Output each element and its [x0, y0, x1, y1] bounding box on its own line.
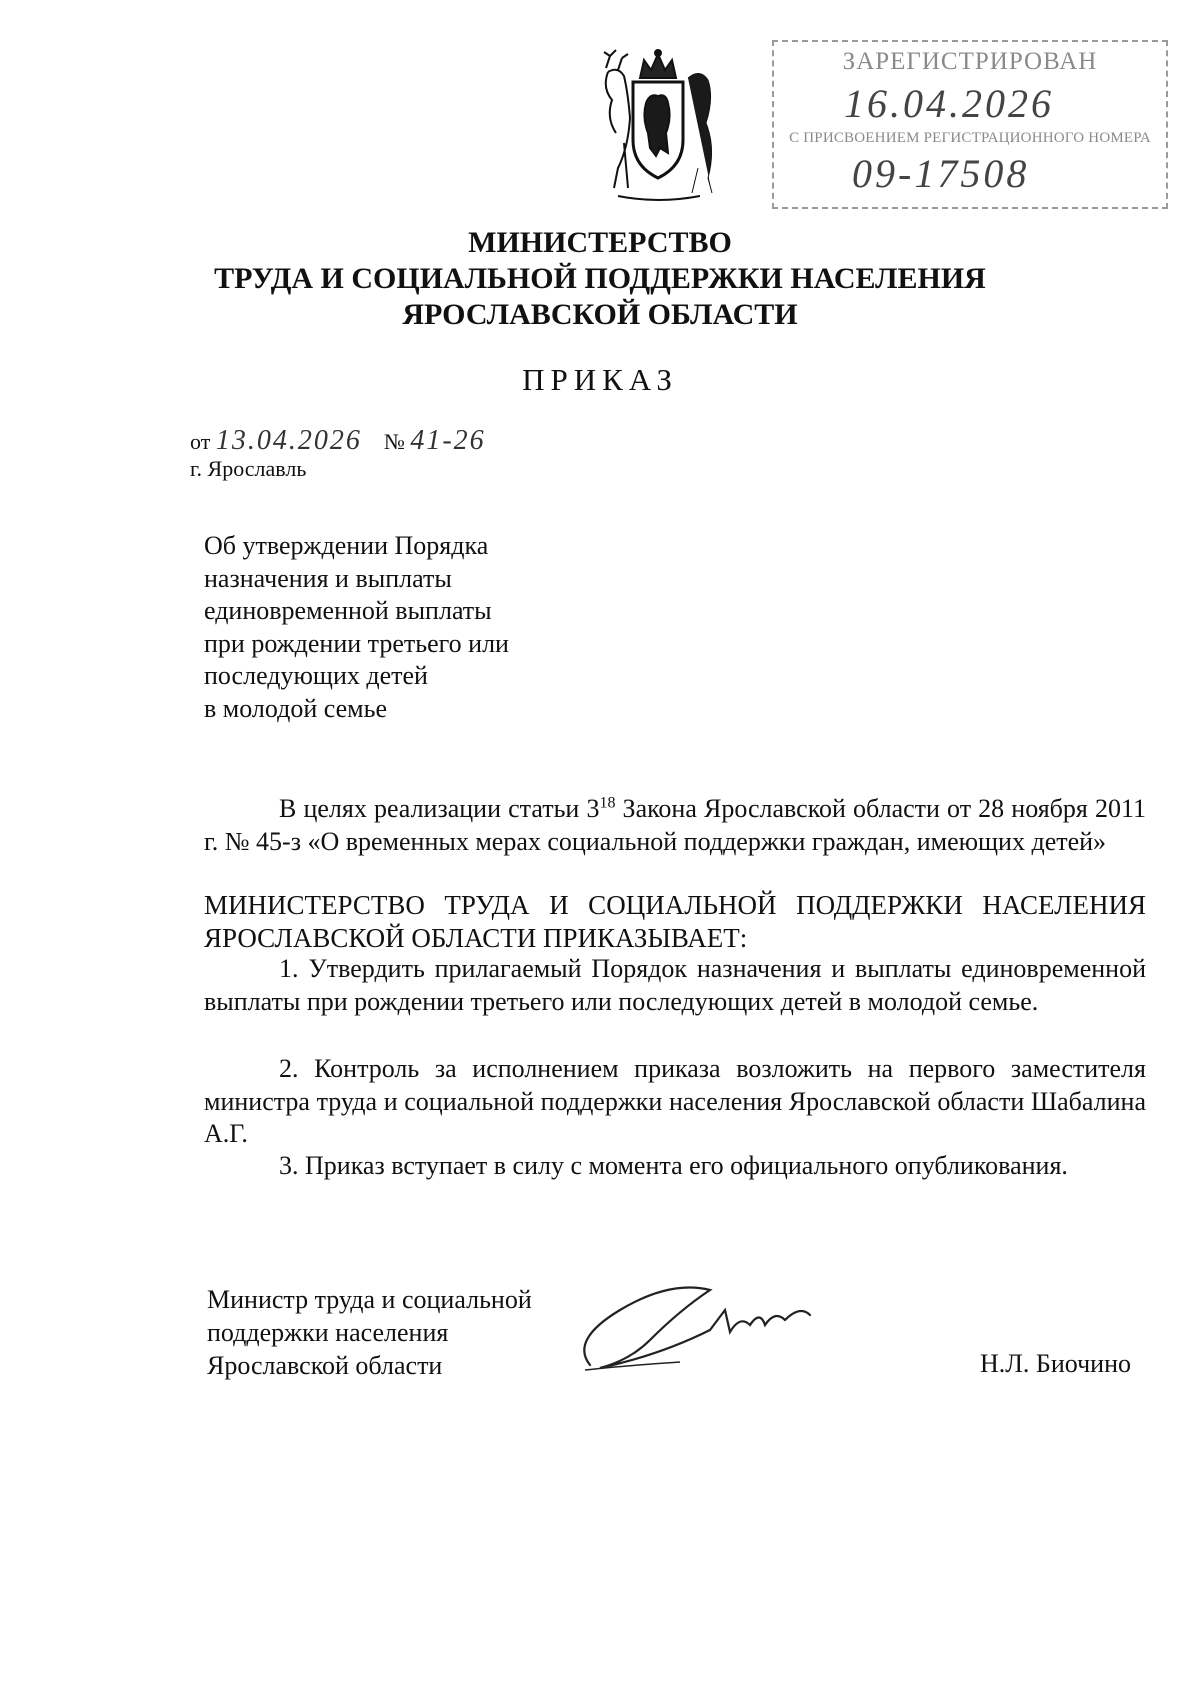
registration-stamp: [772, 40, 1168, 209]
subject-line: Об утверждении Порядка: [204, 531, 489, 560]
order-subject: [204, 530, 509, 725]
signer-position-line: Ярославской области: [207, 1351, 443, 1380]
order-date: 13.04.2026: [215, 425, 362, 456]
intro-text-2: Закона Ярославской области от 28 ноября 2011 г. № 45-з «О временных мерах социальной поддержки граждан, имеющих детей»: [204, 794, 1146, 856]
signer-position-line: поддержки населения: [207, 1318, 449, 1347]
order-item-3: 3. Приказ вступает в силу с момента его официального опубликования.: [279, 1151, 1068, 1180]
date-prefix: от: [190, 429, 211, 454]
order-date-number-line: [190, 425, 486, 457]
order-city: г. Ярославль: [190, 456, 307, 481]
intro-paragraph: [204, 793, 1146, 858]
order-number: 41-26: [410, 425, 486, 456]
ministry-title-line-3: ЯРОСЛАВСКОЙ ОБЛАСТИ: [402, 298, 798, 331]
stamp-number-label: С ПРИСВОЕНИЕМ РЕГИСТРАЦИОННОГО НОМЕРА: [789, 130, 1151, 146]
decree-paragraph: МИНИСТЕРСТВО ТРУДА И СОЦИАЛЬНОЙ ПОДДЕРЖКИ НАСЕЛЕНИЯ ЯРОСЛАВСКОЙ ОБЛАСТИ ПРИКАЗЫВАЕТ:: [204, 890, 1146, 953]
order-item-2: 2. Контроль за исполнением приказа возложить на первого заместителя министра труда и социальной поддержки населения Ярославской области Шабалина А.Г.: [204, 1054, 1146, 1148]
subject-line: последующих детей: [204, 661, 428, 690]
coat-of-arms-emblem: [588, 48, 728, 206]
signer-position: [207, 1283, 532, 1382]
number-prefix: №: [383, 429, 405, 454]
stamp-registered-date: 16.04.2026: [844, 81, 1054, 126]
signer-position-line: Министр труда и социальной: [207, 1285, 532, 1314]
subject-line: при рождении третьего или: [204, 628, 509, 658]
order-item-1: 1. Утвердить прилагаемый Порядок назначения и выплаты единовременной выплаты при рождении третьего или последующих детей в молодой семье.: [204, 954, 1146, 1016]
intro-text-1: В целях реализации статьи 3: [279, 794, 600, 823]
subject-line: в молодой семье: [204, 693, 388, 723]
ministry-title-line-2: ТРУДА И СОЦИАЛЬНОЙ ПОДДЕРЖКИ НАСЕЛЕНИЯ: [214, 262, 986, 295]
subject-line: назначения и выплаты: [204, 563, 452, 593]
ministry-title-line-1: МИНИСТЕРСТВО: [468, 226, 732, 259]
signer-name: Н.Л. Биочино: [980, 1349, 1131, 1378]
stamp-registration-number: 09-17508: [852, 151, 1030, 196]
stamp-registered-label: ЗАРЕГИСТРИРОВАН: [842, 48, 1098, 75]
handwritten-signature: [560, 1270, 840, 1380]
intro-superscript: 18: [599, 794, 616, 812]
subject-line: единовременной выплаты: [204, 596, 492, 625]
document-type-heading: ПРИКАЗ: [522, 362, 678, 397]
